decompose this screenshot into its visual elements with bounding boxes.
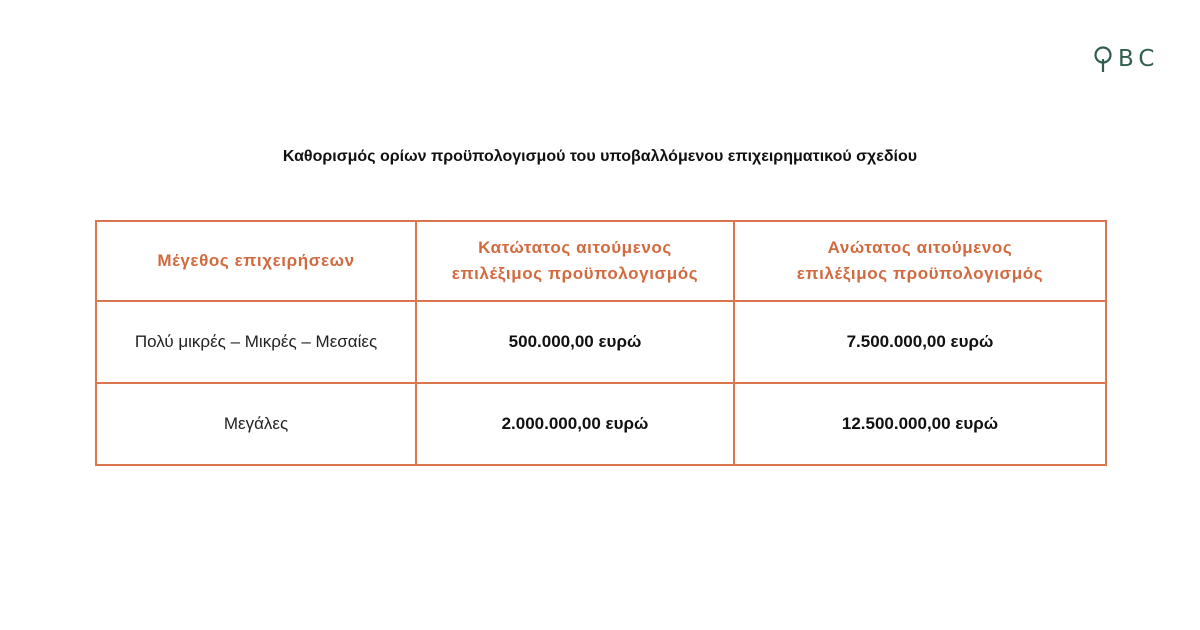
header-line: Κατώτατος αιτούμενος	[478, 237, 672, 257]
header-line: Ανώτατος αιτούμενος	[827, 237, 1013, 257]
cell-company-size: Πολύ μικρές – Μικρές – Μεσαίες	[96, 301, 416, 383]
header-line: Μέγεθος επιχειρήσεων	[157, 250, 355, 270]
cell-min-budget: 500.000,00 ευρώ	[416, 301, 734, 383]
cell-max-budget: 12.500.000,00 ευρώ	[734, 383, 1106, 465]
ring-leaf-icon	[1094, 45, 1112, 73]
header-min-budget	[416, 221, 734, 301]
table-header-row	[96, 221, 1106, 301]
cell-min-budget: 2.000.000,00 ευρώ	[416, 383, 734, 465]
logo-text: BC	[1118, 45, 1160, 72]
header-line: επιλέξιμος προϋπολογισμός	[796, 264, 1044, 283]
budget-limits-table	[95, 220, 1107, 466]
header-max-budget	[734, 221, 1106, 301]
header-company-size	[96, 221, 416, 301]
cell-max-budget: 7.500.000,00 ευρώ	[734, 301, 1106, 383]
logo	[1094, 44, 1170, 74]
cell-company-size: Μεγάλες	[96, 383, 416, 465]
header-line: επιλέξιμος προϋπολογισμός	[451, 264, 699, 283]
table-row	[96, 301, 1106, 383]
page-title: Καθορισμός ορίων προϋπολογισμού του υποβαλλόμενου επιχειρηματικού σχεδίου	[282, 148, 918, 165]
table-row	[96, 383, 1106, 465]
